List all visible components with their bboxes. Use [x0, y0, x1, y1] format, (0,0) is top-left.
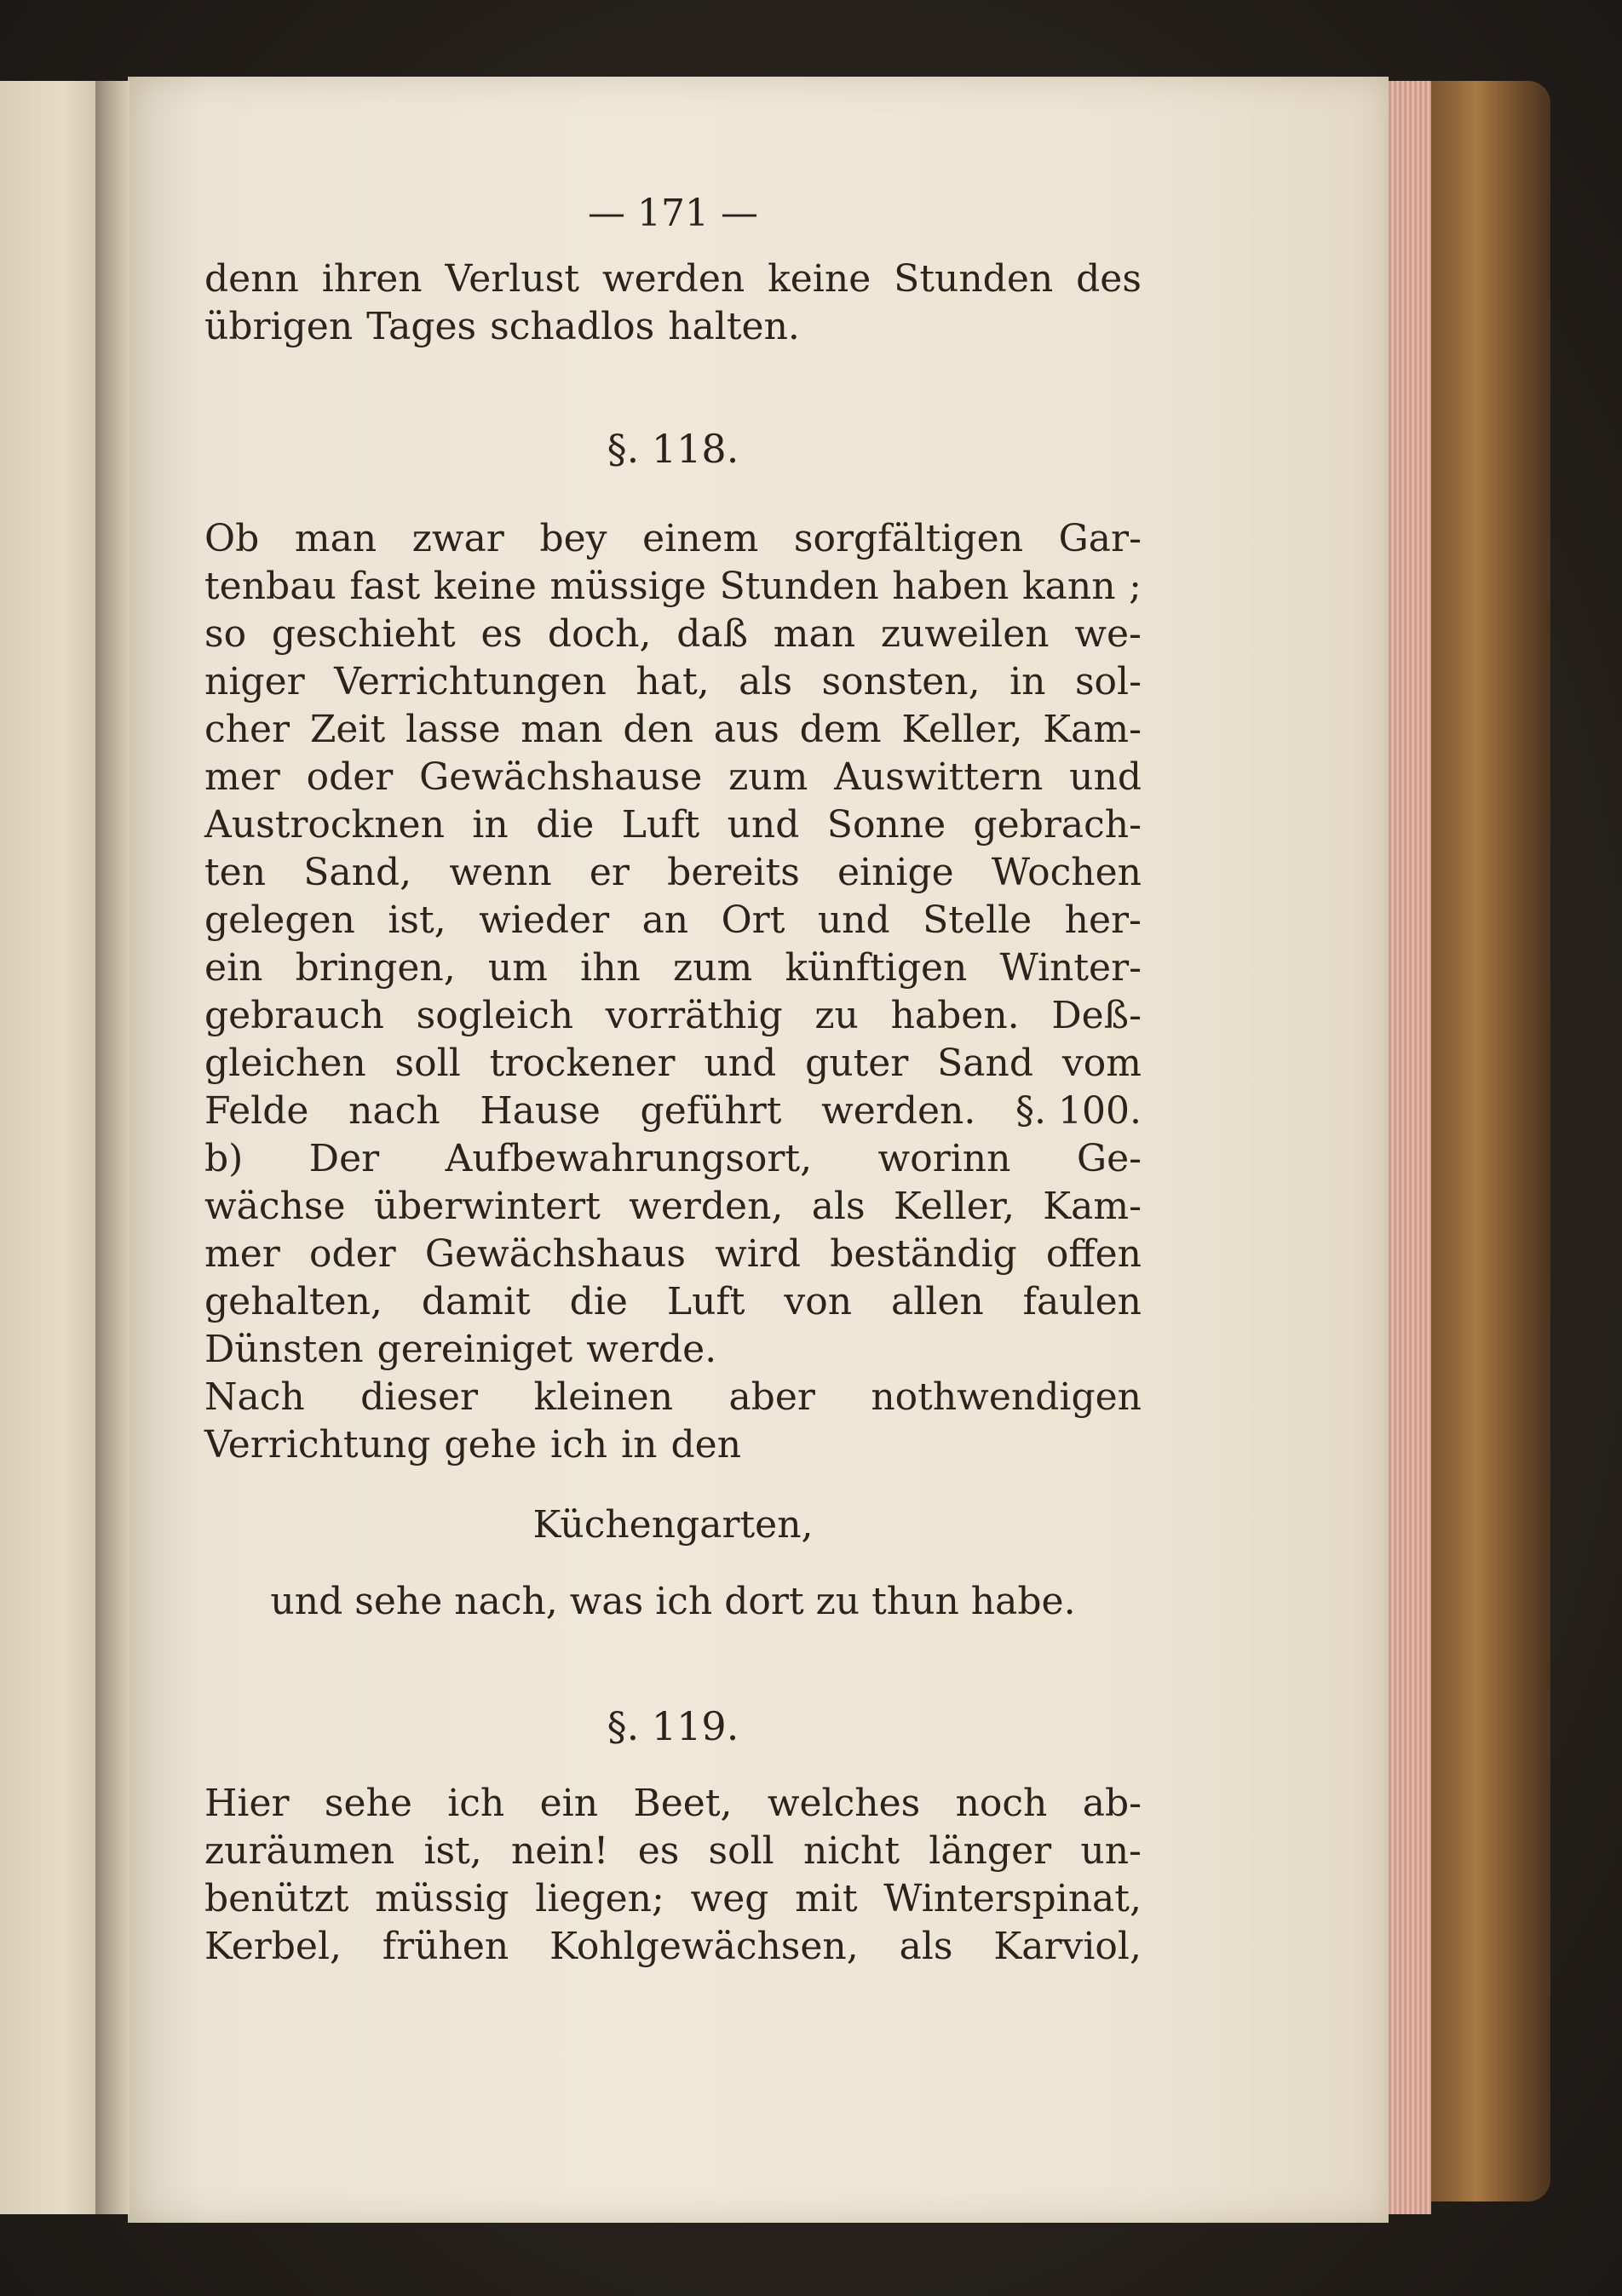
word: Verlust: [445, 257, 580, 301]
word: werden.: [821, 1089, 976, 1133]
word: Ge-: [1076, 1137, 1142, 1180]
word: ihn: [580, 946, 641, 990]
text-line: [204, 897, 1142, 944]
line-und-sehe: und sehe nach, was ich dort zu thun habe.: [270, 1580, 1076, 1623]
word: ein: [204, 946, 263, 990]
word: mer: [204, 755, 280, 799]
text-line: [204, 1923, 1142, 1971]
page-edges: [1384, 81, 1431, 2214]
word: Aufbewahrungsort,: [445, 1137, 813, 1180]
word: wächse: [204, 1185, 346, 1228]
word: Keller,: [893, 1185, 1015, 1228]
word: werden: [601, 257, 745, 301]
word: in: [1009, 660, 1046, 703]
word: vom: [1061, 1042, 1142, 1085]
word: er: [589, 851, 630, 894]
word: Winter-: [999, 946, 1142, 990]
text-line: [204, 1374, 1142, 1421]
word: es: [480, 612, 523, 656]
word: nicht: [802, 1829, 900, 1873]
word: gebrach-: [973, 803, 1142, 847]
word: noch: [955, 1782, 1048, 1825]
word: tenbau: [204, 565, 336, 608]
word: denn: [204, 257, 299, 301]
word: gehalten,: [204, 1280, 382, 1323]
word: niger: [204, 660, 305, 703]
word: es: [637, 1829, 680, 1873]
word: Felde: [204, 1089, 309, 1133]
word: nach: [348, 1089, 440, 1133]
word: oder: [306, 755, 394, 799]
word: des: [1076, 257, 1142, 301]
word: wieder: [479, 898, 610, 942]
word: fast: [349, 565, 421, 608]
word: bereits: [667, 851, 800, 894]
word: nein!: [511, 1829, 609, 1873]
word: Ob: [204, 517, 260, 560]
word: haben.: [890, 994, 1020, 1037]
word: man: [294, 517, 377, 560]
word: §. 100.: [1015, 1089, 1142, 1133]
word: gebrauch: [204, 994, 384, 1037]
word: überwintert: [373, 1185, 601, 1228]
word: ab-: [1082, 1782, 1142, 1825]
word: her-: [1064, 898, 1142, 942]
word: haben: [892, 565, 1009, 608]
word: liegen;: [535, 1877, 664, 1920]
text-line: [204, 658, 1142, 706]
word: Kohlgewächsen,: [549, 1925, 859, 1968]
word: bringen,: [295, 946, 456, 990]
text-line: [204, 944, 1142, 992]
text-line: [204, 1135, 1142, 1183]
word: Sand: [937, 1042, 1034, 1085]
text-line: [204, 1278, 1142, 1326]
section-heading-119: §. 119.: [607, 1703, 739, 1749]
word: soll: [394, 1042, 461, 1085]
word: Austrocknen: [204, 803, 445, 847]
word: hat,: [636, 660, 710, 703]
word: und: [727, 803, 800, 847]
section-heading-118: §. 118.: [607, 426, 739, 472]
word: weg: [690, 1877, 769, 1920]
word: keine: [433, 565, 537, 608]
word: Kam-: [1043, 708, 1142, 751]
word: lasse: [406, 708, 501, 751]
word: zum: [728, 755, 808, 799]
text-line: [204, 1231, 1142, 1278]
word: an: [641, 898, 689, 942]
word: Karviol,: [993, 1925, 1142, 1968]
word: ich: [447, 1782, 505, 1825]
word: müssige: [549, 565, 707, 608]
text-line: [204, 255, 1142, 303]
text-line: [204, 1183, 1142, 1231]
word: dem: [799, 708, 882, 751]
word: Gewächshaus: [424, 1232, 686, 1276]
word: in: [472, 803, 509, 847]
left-page: [0, 81, 102, 2214]
text-line: [204, 1828, 1142, 1875]
word: als: [739, 660, 793, 703]
text-line: [204, 563, 1142, 611]
word: soll: [708, 1829, 774, 1873]
word: von: [784, 1280, 853, 1323]
word: Stunden: [719, 565, 879, 608]
page-number: — 171 —: [588, 192, 758, 235]
word: und: [704, 1042, 777, 1085]
word: länger: [929, 1829, 1052, 1873]
text-line: [204, 1780, 1142, 1828]
paragraph-119: [204, 1780, 1142, 1971]
word: Zeit: [309, 708, 386, 751]
word: Dünsten: [204, 1328, 364, 1371]
text-line: [204, 754, 1142, 801]
word: gehe: [444, 1423, 538, 1467]
word: schadlos: [490, 305, 655, 348]
text-line: [204, 515, 1142, 563]
word: beständig: [830, 1232, 1017, 1276]
word: die: [569, 1280, 628, 1323]
word: man: [521, 708, 603, 751]
word: künftigen: [785, 946, 968, 990]
word: ein: [539, 1782, 599, 1825]
word: gelegen: [204, 898, 355, 942]
word: so: [204, 612, 247, 656]
word: welches: [767, 1782, 921, 1825]
word: und: [817, 898, 890, 942]
word: halten.: [668, 305, 800, 348]
word: Hause: [480, 1089, 601, 1133]
word: sonsten,: [821, 660, 981, 703]
text-line: [204, 801, 1142, 849]
word: Luft: [621, 803, 700, 847]
word: wenn: [449, 851, 552, 894]
word: als: [811, 1185, 866, 1228]
word: zuräumen: [204, 1829, 395, 1873]
word: sorgfältigen: [793, 517, 1024, 560]
word: ich: [550, 1423, 608, 1467]
word: den: [623, 708, 693, 751]
word: als: [899, 1925, 953, 1968]
text-line: [204, 992, 1142, 1040]
word: einige: [837, 851, 954, 894]
book-gutter: [95, 81, 129, 2214]
word: keine: [768, 257, 871, 301]
word: aus: [713, 708, 779, 751]
word: Kam-: [1043, 1185, 1142, 1228]
word: worinn: [877, 1137, 1011, 1180]
word: frühen: [382, 1925, 509, 1968]
word: zuweilen: [880, 612, 1050, 656]
word: zwar: [411, 517, 504, 560]
word: werde.: [586, 1328, 717, 1371]
word: Winterspinat,: [883, 1877, 1142, 1920]
text-line: [204, 706, 1142, 754]
paragraph-top: [204, 255, 1142, 351]
word: Hier: [204, 1782, 290, 1825]
word: sehe: [324, 1782, 412, 1825]
word: we-: [1074, 612, 1142, 656]
word: und: [1069, 755, 1142, 799]
word: müssig: [375, 1877, 509, 1920]
word: dieser: [360, 1375, 479, 1419]
word: Beet,: [633, 1782, 733, 1825]
word: Tages: [366, 305, 477, 348]
word: Kerbel,: [204, 1925, 342, 1968]
word: ihren: [321, 257, 423, 301]
text-line: [204, 1040, 1142, 1088]
text-line: [204, 1421, 1142, 1469]
word: man: [773, 612, 856, 656]
word: bey: [539, 517, 607, 560]
word: kann: [1021, 565, 1116, 608]
word: vorräthig: [605, 994, 783, 1037]
text-line: [204, 1088, 1142, 1135]
word: den: [670, 1423, 742, 1467]
word: allen: [890, 1280, 984, 1323]
book-cover: [1414, 81, 1550, 2201]
text-line: [204, 611, 1142, 658]
word: trockener: [489, 1042, 676, 1085]
word: ten: [204, 851, 267, 894]
word: Der: [308, 1137, 380, 1180]
word: die: [536, 803, 595, 847]
text-line: [204, 1326, 1142, 1374]
word: b): [204, 1137, 244, 1180]
word: kleinen: [533, 1375, 674, 1419]
word: daß: [676, 612, 749, 656]
word: übrigen: [204, 305, 354, 348]
word: gleichen: [204, 1042, 366, 1085]
word: Nach: [204, 1375, 305, 1419]
word: Gar-: [1058, 517, 1142, 560]
word: geschieht: [271, 612, 456, 656]
word: aber: [728, 1375, 815, 1419]
word: Ort: [721, 898, 785, 942]
word: Verrichtung: [204, 1423, 431, 1467]
word: gereiniget: [377, 1328, 573, 1371]
word: oder: [308, 1232, 396, 1276]
word: ist,: [388, 898, 446, 942]
word: un-: [1080, 1829, 1142, 1873]
word: Keller,: [901, 708, 1023, 751]
word: offen: [1045, 1232, 1142, 1276]
word: Stunden: [894, 257, 1054, 301]
word: wird: [715, 1232, 802, 1276]
word: sogleich: [416, 994, 574, 1037]
word: sol-: [1074, 660, 1142, 703]
word: einem: [642, 517, 759, 560]
word: Auswittern: [834, 755, 1044, 799]
word: Sonne: [826, 803, 946, 847]
word: Sand,: [303, 851, 412, 894]
word: faulen: [1022, 1280, 1142, 1323]
text-line: [204, 303, 1142, 351]
word: Wochen: [991, 851, 1142, 894]
text-line: [204, 1875, 1142, 1923]
heading-kuechengarten: Küchengarten,: [532, 1503, 814, 1547]
word: cher: [204, 708, 290, 751]
word: Stelle: [923, 898, 1032, 942]
word: doch,: [547, 612, 652, 656]
word: in: [621, 1423, 658, 1467]
paragraph-118: [204, 515, 1142, 1469]
word: mit: [795, 1877, 858, 1920]
text-line: [204, 849, 1142, 897]
word: geführt: [640, 1089, 782, 1133]
word: Luft: [666, 1280, 745, 1323]
word: damit: [421, 1280, 531, 1323]
word: Deß-: [1051, 994, 1142, 1037]
word: mer: [204, 1232, 280, 1276]
word: Verrichtungen: [334, 660, 607, 703]
word: guter: [805, 1042, 909, 1085]
word: benützt: [204, 1877, 349, 1920]
word: ist,: [423, 1829, 482, 1873]
word: nothwendigen: [871, 1375, 1142, 1419]
word: werden,: [629, 1185, 784, 1228]
word: zu: [814, 994, 859, 1037]
word: ;: [1129, 565, 1142, 608]
word: zum: [673, 946, 753, 990]
word: um: [487, 946, 548, 990]
word: Gewächshause: [419, 755, 703, 799]
